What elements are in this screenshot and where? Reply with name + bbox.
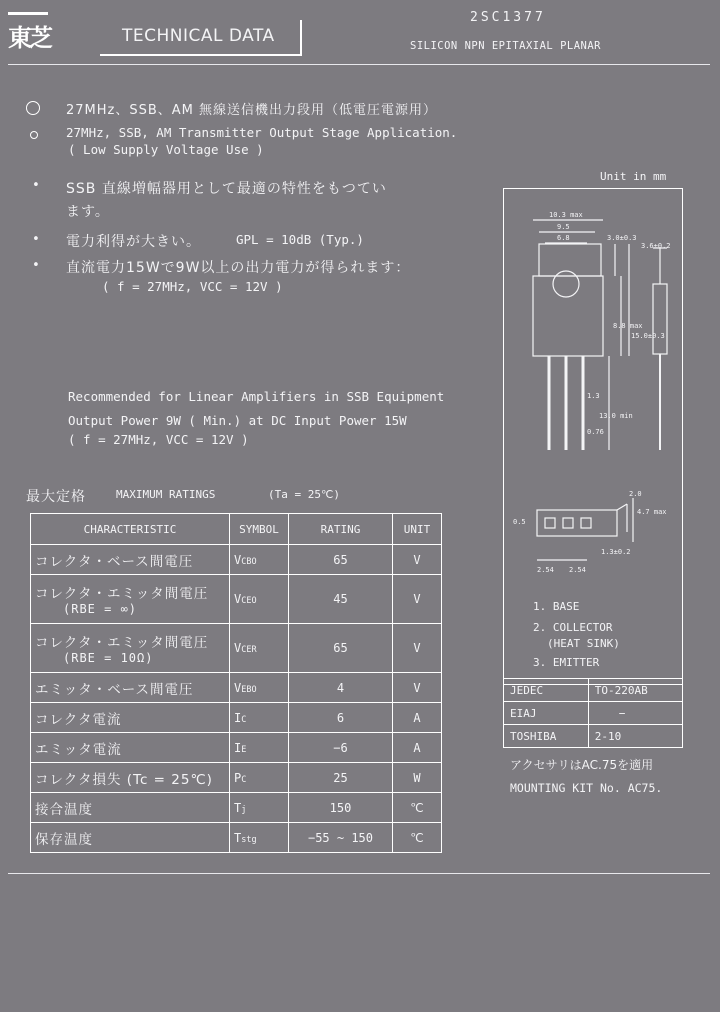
symbol-subscript: CEO <box>241 596 257 606</box>
unit-cell: V <box>393 673 442 703</box>
rating-cell: 4 <box>289 673 393 703</box>
page-title: TECHNICAL DATA <box>122 26 275 46</box>
symbol-subscript: stg <box>241 834 257 845</box>
dim-label: 4.7 max <box>637 508 667 516</box>
dim-label: 1.3±0.2 <box>601 548 631 556</box>
table-row <box>31 763 442 793</box>
application-jp: 27MHz、SSB、AM 無線送信機出力段用（低電圧電源用） <box>66 103 438 118</box>
pin-label: 1. BASE <box>533 600 580 613</box>
bullet-dot-icon: • <box>32 178 40 193</box>
col-characteristic: CHARACTERISTIC <box>31 514 230 545</box>
dim-label: 1.3 <box>587 392 600 400</box>
toshiba-logo: 東芝 <box>8 24 50 52</box>
application-en-note: ( Low Supply Voltage Use ) <box>68 142 264 157</box>
package-std-value: − <box>588 702 682 725</box>
symbol-subscript: CER <box>241 645 257 655</box>
unit-cell: ℃ <box>393 793 442 823</box>
table-row <box>31 703 442 733</box>
logo-bar <box>8 12 48 15</box>
circle-bullet-icon <box>26 101 40 115</box>
symbol-cell <box>230 793 289 823</box>
dim-label: 2.0 <box>629 490 642 498</box>
dim-label: 6.8 <box>557 234 570 242</box>
bottom-view-pin-1 <box>545 518 555 528</box>
unit-cell: ℃ <box>393 823 442 853</box>
characteristic-cell <box>31 575 230 624</box>
side-view-body <box>653 284 667 354</box>
feature-jp-1-cont: ます。 <box>66 204 110 220</box>
characteristic-cell <box>31 624 230 673</box>
power-gain-spec: GPL = 10dB (Typ.) <box>236 232 364 247</box>
feature-en-1: Recommended for Linear Amplifiers in SSB Equipment <box>68 389 445 404</box>
characteristic-cell: 接合温度 <box>31 793 230 823</box>
table-row <box>31 545 442 575</box>
symbol-cell <box>230 703 289 733</box>
characteristic-cell: エミッタ電流 <box>31 733 230 763</box>
dim-label: 3.6±0.2 <box>641 242 671 250</box>
bullet-dot-icon: • <box>32 232 40 247</box>
footer-divider <box>8 873 710 874</box>
symbol-letter: I <box>234 740 242 755</box>
rating-cell: 45 <box>289 575 393 624</box>
package-outline-drawing <box>503 188 683 685</box>
symbol-cell <box>230 545 289 575</box>
symbol-letter: T <box>234 830 242 845</box>
feature-en-3: ( f = 27MHz, VCC = 12V ) <box>68 432 249 447</box>
table-row <box>504 725 683 748</box>
rating-cell: 25 <box>289 763 393 793</box>
ratings-heading-jp: 最大定格 <box>26 489 86 505</box>
transistor-body <box>533 276 603 356</box>
characteristic-name: コレクタ・エミッタ間電圧 <box>35 586 209 602</box>
dim-label: 9.5 <box>557 223 570 231</box>
dim-label: 10.3 max <box>549 211 583 219</box>
circle-bullet-icon <box>30 131 38 139</box>
symbol-subscript: C <box>241 774 247 785</box>
col-rating: RATING <box>289 514 393 545</box>
part-number: 2SC1377 <box>470 10 546 25</box>
package-std-label: EIAJ <box>504 702 589 725</box>
characteristic-note: (RBE = ∞) <box>63 602 138 616</box>
dim-label: 15.0±0.3 <box>631 332 665 340</box>
device-type: SILICON NPN EPITAXIAL PLANAR <box>410 40 602 52</box>
symbol-letter: V <box>234 552 242 567</box>
pin-label: 2. COLLECTOR <box>533 621 613 634</box>
pin-label: (HEAT SINK) <box>547 637 620 650</box>
package-std-label: JEDEC <box>504 679 589 702</box>
unit-cell: A <box>393 733 442 763</box>
rating-cell: −6 <box>289 733 393 763</box>
symbol-letter: V <box>234 680 242 695</box>
dim-label: 0.5 <box>513 518 526 526</box>
table-row <box>31 733 442 763</box>
symbol-cell <box>230 823 289 853</box>
symbol-subscript: C <box>241 714 247 725</box>
table-header-row <box>31 514 442 545</box>
unit-cell: V <box>393 624 442 673</box>
characteristic-cell: コレクタ・ベース間電圧 <box>31 545 230 575</box>
unit-cell: V <box>393 575 442 624</box>
characteristic-cell: エミッタ・ベース間電圧 <box>31 673 230 703</box>
feature-jp-2: 電力利得が大きい。 <box>66 234 201 250</box>
package-table <box>503 678 683 748</box>
feature-en-2: Output Power 9W ( Min.) at DC Input Power 15W <box>68 413 407 428</box>
dim-label: 3.0±0.3 <box>607 234 637 242</box>
symbol-letter: P <box>234 770 242 785</box>
mounting-note-en: MOUNTING KIT No. AC75. <box>510 781 663 795</box>
mounting-hole <box>553 271 579 297</box>
package-std-value: TO-220AB <box>588 679 682 702</box>
symbol-cell <box>230 763 289 793</box>
bottom-view-edge <box>617 504 627 510</box>
dim-label: 13.0 min <box>599 412 633 420</box>
feature-jp-3-condition: ( f = 27MHz, VCC = 12V ) <box>102 279 283 294</box>
symbol-letter: I <box>234 710 242 725</box>
bottom-view-pin-2 <box>563 518 573 528</box>
rating-cell: 65 <box>289 624 393 673</box>
characteristic-name: コレクタ・エミッタ間電圧 <box>35 635 209 651</box>
symbol-cell <box>230 624 289 673</box>
dim-label: 0.76 <box>587 428 604 436</box>
table-row <box>504 702 683 725</box>
symbol-cell <box>230 673 289 703</box>
unit-cell: V <box>393 545 442 575</box>
header-divider <box>8 64 710 65</box>
rating-cell: 65 <box>289 545 393 575</box>
bullet-dot-icon: • <box>32 258 40 273</box>
unit-cell: W <box>393 763 442 793</box>
maximum-ratings-table <box>30 513 442 853</box>
table-row <box>504 679 683 702</box>
table-row <box>31 823 442 853</box>
rating-cell: 150 <box>289 793 393 823</box>
unit-label: Unit in mm <box>600 170 667 183</box>
symbol-subscript: j <box>241 804 247 815</box>
characteristic-cell: コレクタ電流 <box>31 703 230 733</box>
package-std-label: TOSHIBA <box>504 725 589 748</box>
dim-label: 2.54 <box>569 566 586 574</box>
table-row <box>31 793 442 823</box>
col-symbol: SYMBOL <box>230 514 289 545</box>
dim-label: 2.54 <box>537 566 554 574</box>
pin-label: 3. EMITTER <box>533 656 600 669</box>
characteristic-cell: 保存温度 <box>31 823 230 853</box>
table-row <box>31 673 442 703</box>
feature-jp-3: 直流電力15Wで9W以上の出力電力が得られます： <box>66 260 411 276</box>
feature-jp-1: SSB 直線増幅器用として最適の特性をもつてい <box>66 181 387 197</box>
ratings-condition: (Ta = 25℃) <box>268 488 340 501</box>
characteristic-note: (RBE = 10Ω) <box>63 651 154 665</box>
symbol-subscript: E <box>241 744 247 755</box>
symbol-letter: T <box>234 800 242 815</box>
package-std-value: 2-10 <box>588 725 682 748</box>
rating-cell: 6 <box>289 703 393 733</box>
symbol-cell <box>230 575 289 624</box>
bottom-view-pin-3 <box>581 518 591 528</box>
mounting-note-jp: アクセサリはAC.75を適用 <box>510 758 654 772</box>
bottom-view-outline <box>537 510 617 536</box>
symbol-subscript: EBO <box>241 684 257 695</box>
symbol-letter: V <box>234 641 242 655</box>
table-row <box>31 575 442 624</box>
rating-cell: −55 ~ 150 <box>289 823 393 853</box>
ratings-heading-en: MAXIMUM RATINGS <box>116 488 216 501</box>
dim-label: 8.8 max <box>613 322 643 330</box>
col-unit: UNIT <box>393 514 442 545</box>
symbol-letter: V <box>234 592 242 606</box>
table-row <box>31 624 442 673</box>
unit-cell: A <box>393 703 442 733</box>
symbol-subscript: CBO <box>241 556 257 567</box>
characteristic-cell: コレクタ損失 (Tc = 25℃) <box>31 763 230 793</box>
symbol-cell <box>230 733 289 763</box>
application-en: 27MHz, SSB, AM Transmitter Output Stage Application. <box>66 125 458 140</box>
